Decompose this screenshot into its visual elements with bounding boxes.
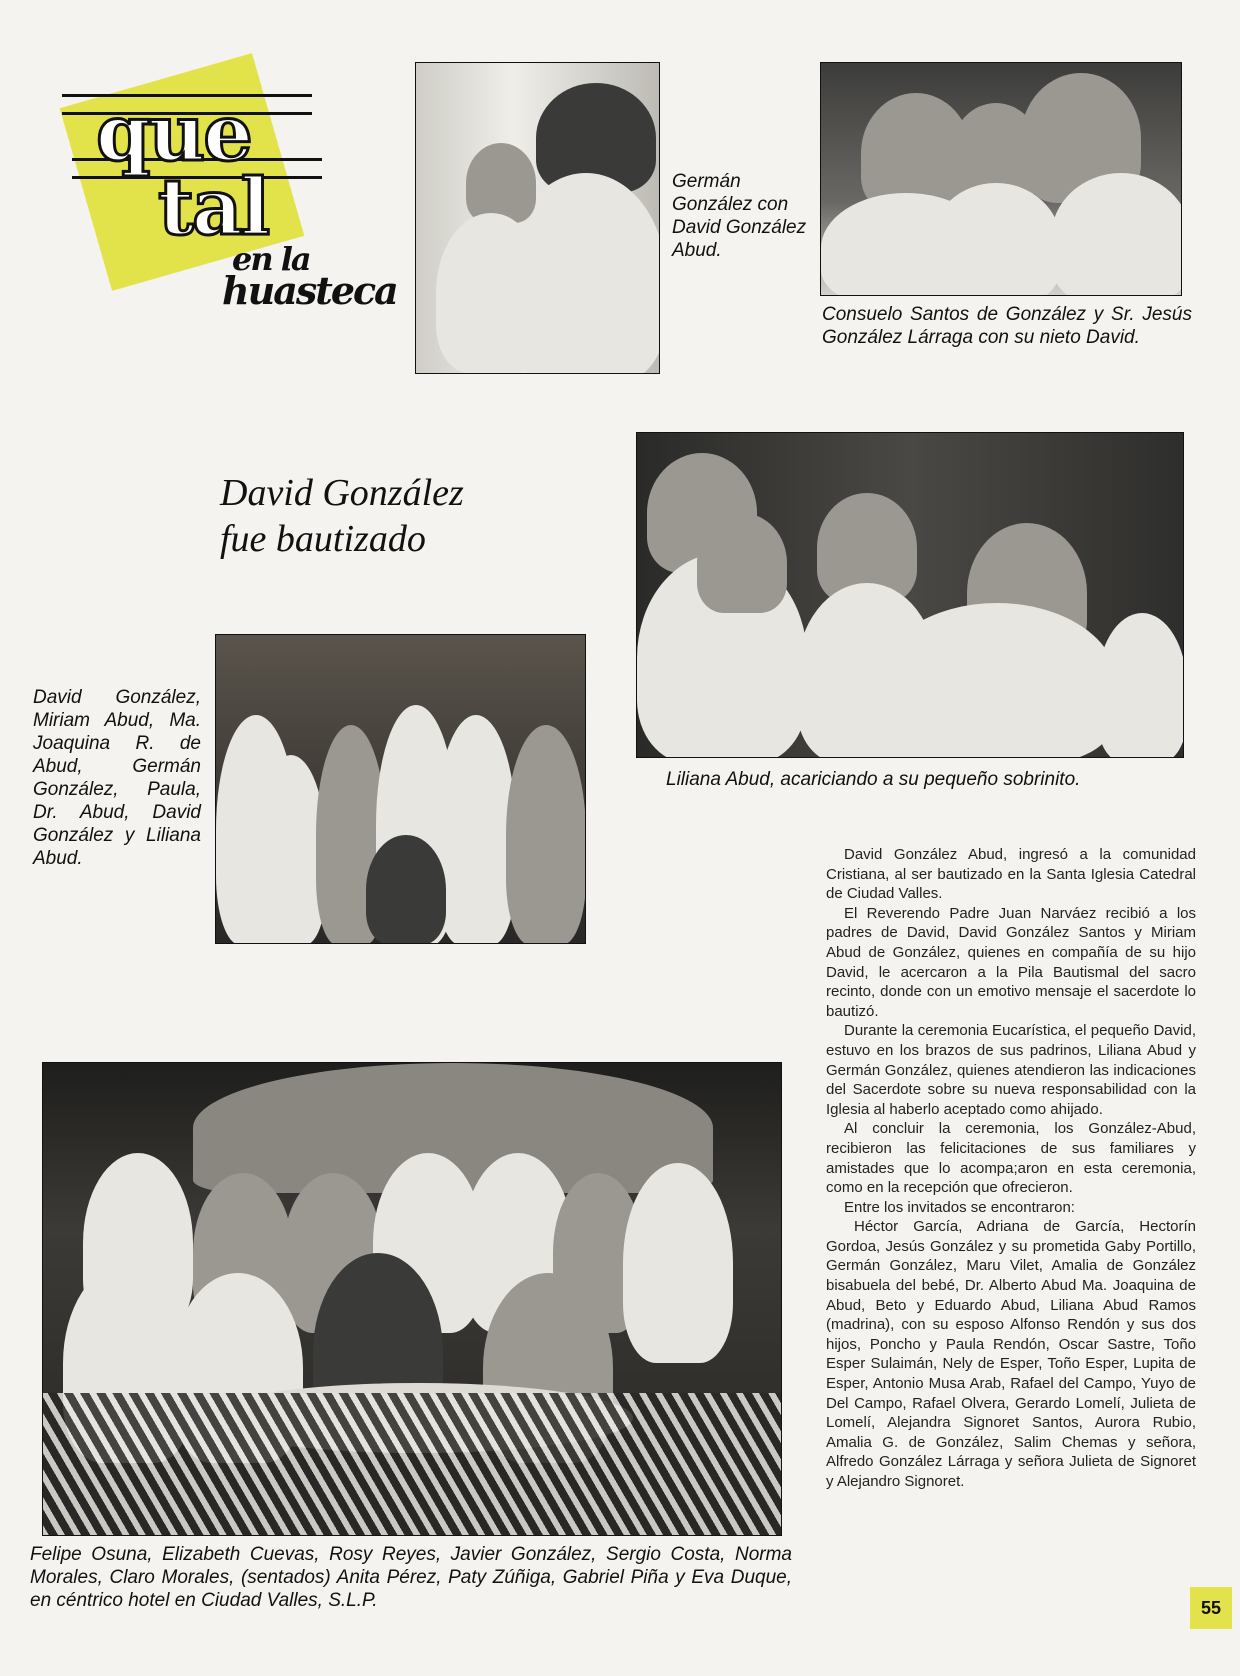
article-paragraph: Durante la ceremonia Eucarística, el pequeño David, estuvo en los brazos de sus padrinos, Liliana Abud y Germán González, quienes atendieron las indicaciones del Sacerdote sobre su nueva responsabilidad con la Iglesia al haberlo aceptado como ahijado. [826,1022,1196,1118]
caption-photo-4: David González, Miriam Abud, Ma. Joaquina R. de Abud, Germán González, Paula, Dr. Abud, David González y Liliana Abud. [33,687,201,869]
logo-word-tal: tal [158,162,269,253]
article-headline [220,470,464,562]
article-body [826,845,1196,1492]
article-paragraph: David González Abud, ingresó a la comunidad Cristiana, al ser bautizado en la Santa Iglesia Catedral de Ciudad Valles. [826,846,1196,903]
article-paragraph: El Reverendo Padre Juan Narváez recibió a los padres de David, David González Santos y Miriam Abud de González, quienes en compañía de su hijo David, le acercaron a la Pila Bautismal del sacro recinto, donde con un emotivo mensaje el sacerdote lo bautizó. [826,904,1196,1020]
photo-german-with-baby [415,62,660,374]
photo-friends-at-hotel [42,1062,782,1536]
article-paragraph: Al concluir la ceremonia, los González-Abud, recibieron las felicitaciones de sus familiares y amistades que lo acompa;aron en esta ceremonia, como en la recepción que ofrecieron. [826,1120,1196,1197]
logo-word-que: que [96,88,251,179]
caption-photo-3: Liliana Abud, acariciando a su pequeño sobrinito. [666,769,1081,790]
article-paragraph: Entre los invitados se encontraron: [844,1198,1075,1216]
headline-line-1: David González [220,472,464,514]
photo-grandparents-with-baby [820,62,1182,296]
logo-word-en-la: en la [232,240,310,278]
caption-photo-2: Consuelo Santos de González y Sr. Jesús González Lárraga con su nieto David. [822,304,1192,348]
photo-family-group [215,634,586,944]
page-number: 55 [1190,1587,1232,1629]
article-guest-list: Héctor García, Adriana de García, Hectorín Gordoa, Jesús González y su prometida Gaby Portillo, Germán González, Maru Vilet, Amalia de González bisabuela del bebé, Dr. Alberto Abud Ma. Joaquina de Abud, Beto y Eduardo Abud, Liliana Abud Ramos (madrina), con su esposo Alfonso Rendón y sus dos hijos, Poncho y Paula Rendón, Oscar Sastre, Toño Esper Sulaimán, Nely de Esper, Toño Esper, Lupita de Esper, Antonio Musa Arab, Rafael del Campo, Yuyo de Del Campo, Rafael Olvera, Gerardo Lomelí, Julieta de Lomelí, Alejandra Signoret Santos, Aurora Rubio, Amalia G. de González, Salim Chemas y señora, Alfredo González Lárraga y señora Julieta de Signoret y Alejandro Signoret. [826,1218,1196,1490]
magazine-section-logo [62,62,402,322]
logo-word-huasteca: huasteca [222,268,397,313]
headline-line-2: fue bautizado [220,518,426,560]
photo-liliana-with-nephew [636,432,1184,758]
caption-photo-1: Germán González con David González Abud. [672,171,807,261]
caption-photo-5: Felipe Osuna, Elizabeth Cuevas, Rosy Reyes, Javier González, Sergio Costa, Norma Morales, Claro Morales, (sentados) Anita Pérez, Paty Zúñiga, Gabriel Piña y Eva Duque, en céntrico hotel en Ciudad Valles, S.L.P. [30,1544,792,1611]
